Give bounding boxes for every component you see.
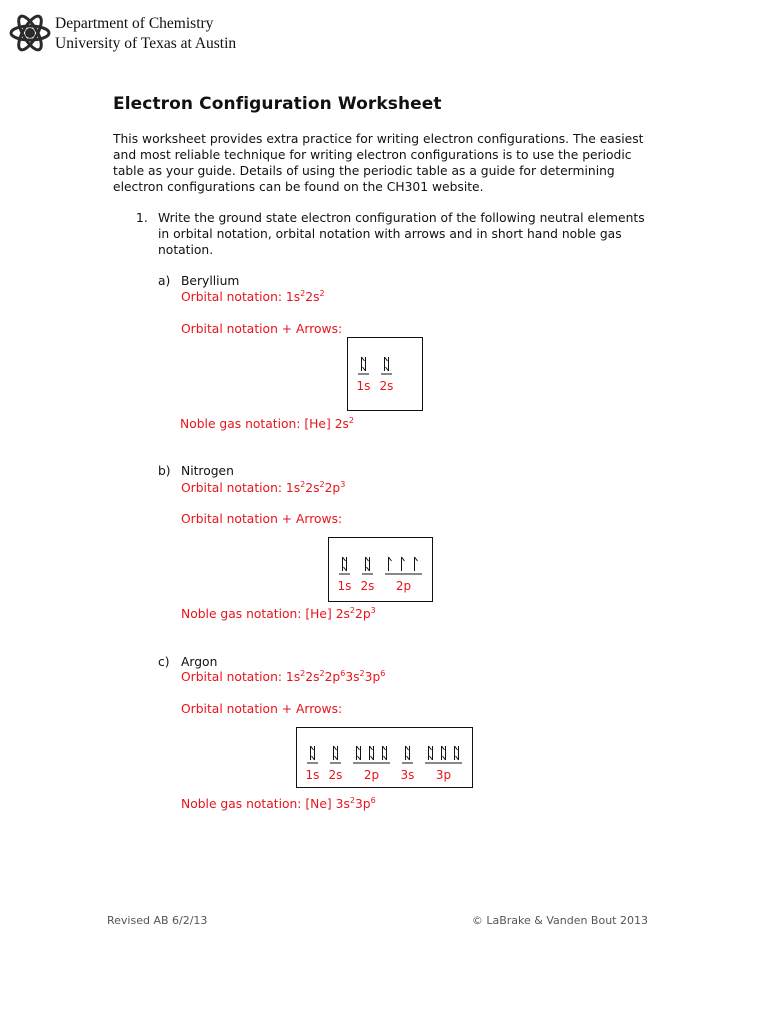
orbital-label: 2s (328, 768, 343, 782)
part-c-orbital-notation: Orbital notation: $1s^22s^22p^63s^23p^6$ (181, 669, 386, 684)
subshell-term: $2s^2$ (305, 669, 325, 684)
part-c-noble-gas-notation: Noble gas notation: [Ne] $3s^23p^6$ (181, 796, 376, 811)
department-header (55, 14, 236, 54)
electron-count: 2 (349, 606, 356, 615)
orbital-1s (357, 357, 371, 393)
part-c-label (158, 654, 217, 670)
electron-count: 2 (359, 669, 365, 678)
orbital-label: 1s (356, 379, 371, 393)
part-c-orbital-diagram (296, 727, 473, 788)
part-b-label (158, 463, 234, 479)
orbital-label: 3p (435, 768, 452, 782)
part-a-label (158, 273, 239, 289)
question-text: Write the ground state electron configuration of the following neutral elements in orbital notation, orbital notation with arrows and in short hand noble gas notation. (158, 211, 645, 257)
orbital-2s (329, 746, 343, 782)
question-number: 1. (136, 211, 148, 225)
orbital-2p (353, 746, 390, 782)
revision-note: Revised AB 6/2/13 (107, 914, 208, 927)
electron-count: 6 (340, 669, 346, 678)
part-c-element: Argon (181, 655, 218, 669)
subshell-term: $1s^2$ (285, 669, 306, 684)
subshell-term: $2s^2$ (305, 289, 325, 304)
subshell-term: $2s^2$ (334, 416, 355, 431)
part-a-element: Beryllium (181, 274, 240, 288)
electron-count: 6 (370, 796, 376, 805)
electron-count: 2 (348, 416, 355, 425)
department-name: Department of Chemistry (55, 15, 214, 32)
orbital-label: 2s (379, 379, 394, 393)
electron-count: 2 (319, 480, 325, 489)
electron-count: 2 (300, 480, 306, 489)
orbital-label: 2p (363, 768, 380, 782)
part-b-letter: b) (158, 464, 171, 478)
university-name: University of Texas at Austin (55, 35, 237, 52)
copyright-notice: © LaBrake & Vanden Bout 2013 (471, 914, 648, 927)
intro-paragraph: This worksheet provides extra practice for writing electron configurations. The easiest and most reliable technique for writing electron configurations is to use the periodic table as your guide. Details of using the periodic table as a guide for determining electron configurations can be found on the CH301 website. (113, 132, 644, 194)
subshell-term: $2p^3$ (355, 606, 376, 621)
electron-count: 2 (319, 669, 325, 678)
orbital-label: 1s (305, 768, 320, 782)
orbital-1s (306, 746, 320, 782)
subshell-term: $1s^2$ (285, 480, 306, 495)
orbital-label: 2p (395, 579, 412, 593)
part-a-noble-gas-notation: Noble gas notation: [He] $2s^2$ (180, 416, 355, 431)
orbital-label: 1s (337, 579, 352, 593)
part-a-arrows-label: Orbital notation + Arrows: (181, 322, 343, 336)
part-b-orbital-diagram (328, 537, 433, 602)
orbital-1s (338, 557, 352, 593)
orbital-2p (385, 557, 422, 593)
part-a-letter: a) (158, 274, 171, 288)
orbital-label: 2s (360, 579, 375, 593)
part-b-element: Nitrogen (181, 464, 234, 478)
electron-count: 3 (340, 480, 346, 489)
subshell-term: $2p^6$ (324, 669, 346, 684)
part-a-orbital-diagram (347, 337, 423, 411)
subshell-term: $1s^2$ (285, 289, 306, 304)
electron-count: 2 (300, 289, 306, 298)
electron-count: 2 (349, 796, 355, 805)
electron-count: 6 (380, 669, 386, 678)
part-b-orbital-notation: Orbital notation: $1s^22s^22p^3$ (181, 480, 346, 495)
orbital-label: 3s (400, 768, 415, 782)
subshell-term: $3p^6$ (364, 669, 386, 684)
part-a-orbital-notation: Orbital notation: $1s^22s^2$ (181, 289, 325, 304)
orbital-3p (425, 746, 462, 782)
orbital-3s (401, 746, 415, 782)
worksheet-title: Electron Configuration Worksheet (113, 94, 442, 114)
part-c-arrows-label: Orbital notation + Arrows: (181, 702, 343, 716)
atom-logo-icon (8, 10, 52, 56)
subshell-term: $3s^2$ (335, 796, 355, 811)
subshell-term: $3p^6$ (354, 796, 376, 811)
orbital-2s (361, 557, 375, 593)
subshell-term: $2s^2$ (305, 480, 325, 495)
part-b-arrows-label: Orbital notation + Arrows: (181, 512, 343, 526)
electron-count: 2 (319, 289, 325, 298)
subshell-term: $3s^2$ (345, 669, 365, 684)
subshell-term: $2p^3$ (324, 480, 346, 495)
electron-count: 2 (300, 669, 306, 678)
orbital-2s (380, 357, 394, 393)
part-b-noble-gas-notation: Noble gas notation: [He] $2s^22p^3$ (181, 606, 376, 621)
part-c-letter: c) (158, 655, 170, 669)
electron-count: 3 (370, 606, 376, 615)
subshell-term: $2s^2$ (335, 606, 356, 621)
